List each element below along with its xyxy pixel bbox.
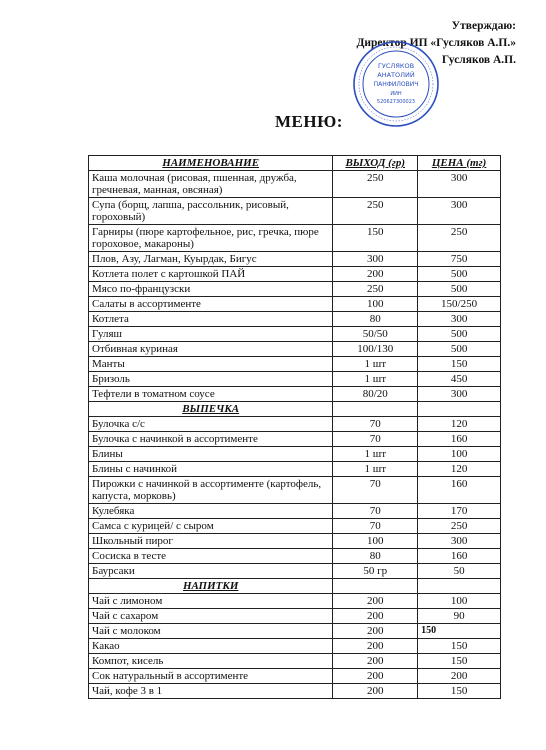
item-name: Котлета полет с картошкой ПАЙ	[89, 267, 333, 282]
item-qty: 250	[333, 171, 418, 198]
stamp-text-4: ИИН	[390, 91, 402, 97]
item-qty: 100	[333, 534, 418, 549]
table-row	[89, 171, 501, 198]
item-price: 750	[418, 252, 501, 267]
item-price: 120	[418, 462, 501, 477]
item-price: 250	[418, 225, 501, 252]
approval-line-3: Гусляков А.П.	[441, 54, 516, 66]
item-qty: 70	[333, 432, 418, 447]
item-name: Блины	[89, 447, 333, 462]
item-qty: 200	[333, 609, 418, 624]
item-price: 160	[418, 477, 501, 504]
item-name: Чай с лимоном	[89, 594, 333, 609]
item-price: 250	[418, 519, 501, 534]
table-row	[89, 327, 501, 342]
item-qty: 200	[333, 267, 418, 282]
table-row	[89, 447, 501, 462]
table-row	[89, 609, 501, 624]
item-price: 200	[418, 669, 501, 684]
section-row	[89, 579, 501, 594]
item-price: 150	[418, 357, 501, 372]
approval-line-1: Утверждаю:	[451, 20, 516, 32]
table-row	[89, 312, 501, 327]
item-name: Отбивная куриная	[89, 342, 333, 357]
table-row	[89, 519, 501, 534]
table-row	[89, 282, 501, 297]
item-qty: 80	[333, 312, 418, 327]
item-qty: 70	[333, 477, 418, 504]
item-name: Плов, Азу, Лагман, Куырдак, Бигус	[89, 252, 333, 267]
table-row	[89, 534, 501, 549]
item-name: Салаты в ассортименте	[89, 297, 333, 312]
section-title: НАПИТКИ	[89, 579, 333, 594]
item-name: Чай с сахаром	[89, 609, 333, 624]
item-qty: 1 шт	[333, 357, 418, 372]
table-row	[89, 252, 501, 267]
table-row	[89, 654, 501, 669]
table-row	[89, 462, 501, 477]
item-qty: 80	[333, 549, 418, 564]
table-row	[89, 417, 501, 432]
item-price: 160	[418, 549, 501, 564]
header-name: НАИМЕНОВАНИЕ	[89, 156, 333, 171]
table-row	[89, 684, 501, 699]
stamp-text-3: ПАНФИЛОВИЧ	[373, 81, 419, 88]
table-row	[89, 387, 501, 402]
item-name: Супа (борщ, лапша, рассольник, рисовый, гороховый)	[89, 198, 333, 225]
item-price: 500	[418, 282, 501, 297]
item-qty: 70	[333, 519, 418, 534]
item-price: 100	[418, 447, 501, 462]
item-qty: 100/130	[333, 342, 418, 357]
item-name: Тефтели в томатном соусе	[89, 387, 333, 402]
section-row	[89, 402, 501, 417]
item-name: Сок натуральный в ассортименте	[89, 669, 333, 684]
item-qty: 250	[333, 198, 418, 225]
item-name: Котлета	[89, 312, 333, 327]
item-name: Баурсаки	[89, 564, 333, 579]
item-name: Булочка с начинкой в ассортименте	[89, 432, 333, 447]
item-qty: 200	[333, 639, 418, 654]
item-qty: 50 гр	[333, 564, 418, 579]
item-price: 500	[418, 267, 501, 282]
item-price: 150	[418, 684, 501, 699]
item-name: Кулебяка	[89, 504, 333, 519]
item-price: 300	[418, 387, 501, 402]
table-row	[89, 624, 501, 639]
item-price: 90	[418, 609, 501, 624]
item-name: Мясо по-французски	[89, 282, 333, 297]
item-price: 500	[418, 327, 501, 342]
item-qty: 150	[333, 225, 418, 252]
item-qty: 80/20	[333, 387, 418, 402]
item-price: 100	[418, 594, 501, 609]
table-row	[89, 504, 501, 519]
menu-table	[88, 155, 501, 699]
item-price: 120	[418, 417, 501, 432]
item-qty: 100	[333, 297, 418, 312]
item-qty: 1 шт	[333, 462, 418, 477]
page-title: МЕНЮ:	[275, 112, 343, 131]
table-row	[89, 297, 501, 312]
item-price: 300	[418, 171, 501, 198]
table-row	[89, 357, 501, 372]
table-row	[89, 342, 501, 357]
item-qty: 70	[333, 504, 418, 519]
header-price: ЦЕНА (тг)	[418, 156, 501, 171]
table-row	[89, 477, 501, 504]
section-title: ВЫПЕЧКА	[89, 402, 333, 417]
item-qty: 50/50	[333, 327, 418, 342]
item-name: Чай, кофе 3 в 1	[89, 684, 333, 699]
item-name: Гарниры (пюре картофельное, рис, гречка, пюре гороховое, макароны)	[89, 225, 333, 252]
item-price: 150	[418, 639, 501, 654]
item-qty: 250	[333, 282, 418, 297]
table-row	[89, 594, 501, 609]
item-qty: 1 шт	[333, 372, 418, 387]
item-qty: 70	[333, 417, 418, 432]
table-row	[89, 432, 501, 447]
item-name: Манты	[89, 357, 333, 372]
item-name: Самса с курицей/ с сыром	[89, 519, 333, 534]
item-name: Бризоль	[89, 372, 333, 387]
table-row	[89, 549, 501, 564]
item-price: 500	[418, 342, 501, 357]
section-empty-cell	[333, 402, 418, 417]
item-name: Пирожки с начинкой в ассортименте (картофель, капуста, морковь)	[89, 477, 333, 504]
stamp-text-1: ГУСЛЯКОВ	[377, 62, 415, 70]
item-price: 170	[418, 504, 501, 519]
table-row	[89, 639, 501, 654]
table-row	[89, 267, 501, 282]
item-name: Какао	[89, 639, 333, 654]
item-qty: 200	[333, 684, 418, 699]
table-row	[89, 225, 501, 252]
item-qty: 200	[333, 669, 418, 684]
section-empty-cell	[418, 402, 501, 417]
item-price: 300	[418, 198, 501, 225]
item-price: 50	[418, 564, 501, 579]
item-qty: 200	[333, 624, 418, 639]
item-name: Гуляш	[89, 327, 333, 342]
table-row	[89, 669, 501, 684]
table-row	[89, 372, 501, 387]
item-qty: 1 шт	[333, 447, 418, 462]
stamp-text-5: 520627300023	[376, 99, 416, 105]
item-name: Школьный пирог	[89, 534, 333, 549]
section-empty-cell	[418, 579, 501, 594]
item-name: Блины с начинкой	[89, 462, 333, 477]
item-price: 450	[418, 372, 501, 387]
header-qty: ВЫХОД (гр)	[333, 156, 418, 171]
item-qty: 200	[333, 594, 418, 609]
table-row	[89, 564, 501, 579]
table-row	[89, 198, 501, 225]
section-empty-cell	[333, 579, 418, 594]
item-price: 150	[418, 624, 501, 639]
item-price: 150/250	[418, 297, 501, 312]
item-name: Компот, кисель	[89, 654, 333, 669]
item-price: 160	[418, 432, 501, 447]
item-price: 300	[418, 534, 501, 549]
item-price: 300	[418, 312, 501, 327]
item-qty: 200	[333, 654, 418, 669]
table-header-row	[89, 156, 501, 171]
item-name: Чай с молоком	[89, 624, 333, 639]
item-price: 150	[418, 654, 501, 669]
item-qty: 300	[333, 252, 418, 267]
seal-stamp	[352, 40, 440, 128]
item-name: Каша молочная (рисовая, пшенная, дружба, гречневая, манная, овсяная)	[89, 171, 333, 198]
item-name: Сосиска в тесте	[89, 549, 333, 564]
stamp-text-2: АНАТОЛИЙ	[377, 71, 415, 79]
item-name: Булочка с/с	[89, 417, 333, 432]
approval-line-2: Директор ИП «Гусляков А.П.»	[356, 37, 516, 49]
